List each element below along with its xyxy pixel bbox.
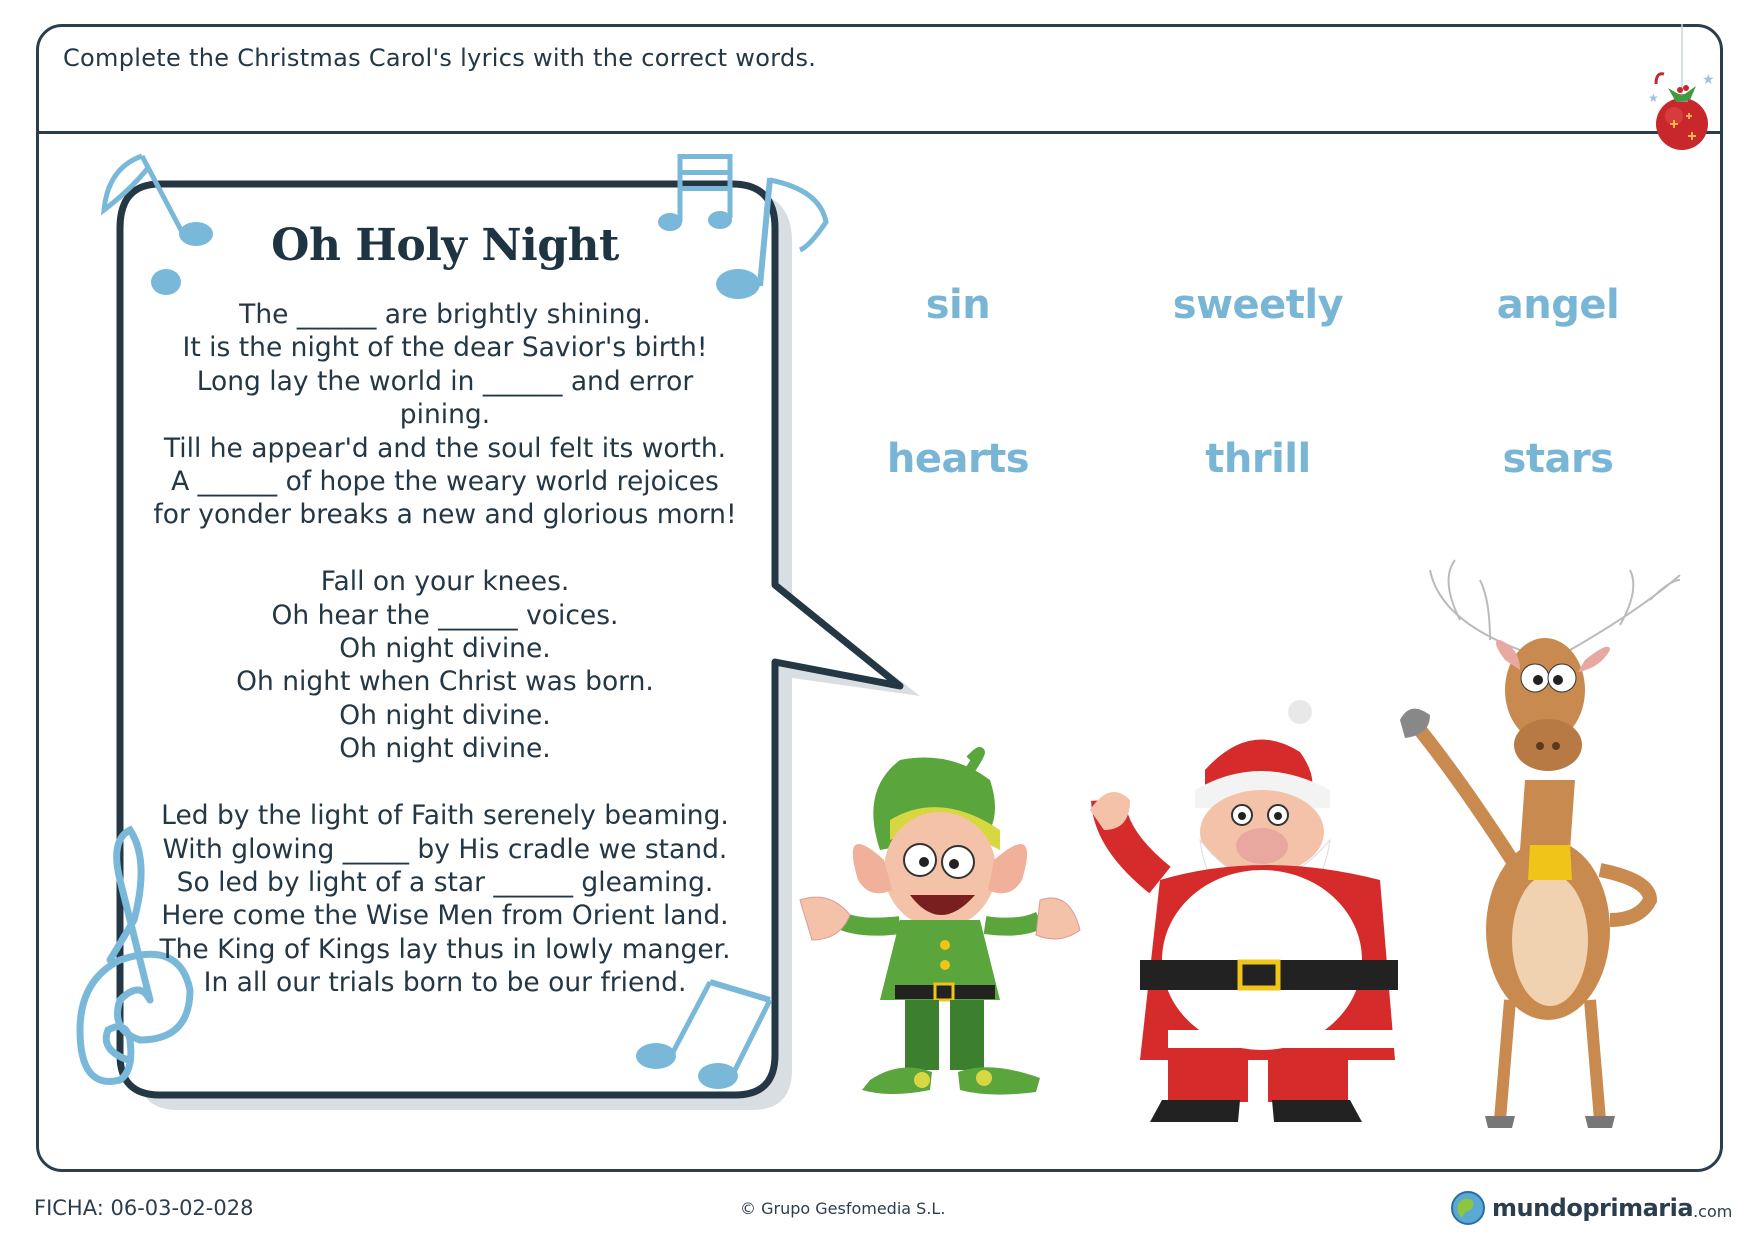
lyric-line: Oh night divine. bbox=[339, 699, 551, 731]
instruction-text: Complete the Christmas Carol's lyrics with the correct words. bbox=[63, 44, 817, 72]
song-title: Oh Holy Night bbox=[271, 220, 619, 271]
lyric-line: for yonder breaks a new and glorious morn! bbox=[153, 499, 737, 531]
lyric-line: So led by light of a star ______ gleaming. bbox=[176, 866, 714, 898]
word-bank-item: angel bbox=[1496, 282, 1620, 328]
lyric-line: It is the night of the dear Savior's birth! bbox=[182, 332, 708, 364]
worksheet-code: FICHA: 06-03-02-028 bbox=[34, 1196, 254, 1220]
lyric-line: In all our trials born to be our friend. bbox=[203, 967, 687, 999]
lyric-line: The ______ are brightly shining. bbox=[239, 299, 651, 330]
word-bank-item: stars bbox=[1502, 436, 1614, 482]
word-bank-item: sweetly bbox=[1172, 282, 1344, 328]
reindeer-illustration bbox=[1400, 560, 1680, 1128]
logo-suffix: .com bbox=[1693, 1201, 1733, 1221]
globe-icon bbox=[1450, 1190, 1486, 1226]
lyric-line: Here come the Wise Men from Orient land. bbox=[161, 900, 729, 932]
word-bank-item: hearts bbox=[886, 436, 1030, 482]
lyric-line: A ______ of hope the weary world rejoices bbox=[171, 466, 719, 498]
copyright-text: © Grupo Gesfomedia S.L. bbox=[740, 1199, 946, 1218]
lyric-line: Till he appear'd and the soul felt its worth. bbox=[163, 432, 727, 464]
mundoprimaria-logo[interactable] bbox=[1450, 1188, 1732, 1228]
elf-illustration bbox=[800, 752, 1080, 1095]
svg-text:★: ★ bbox=[1702, 72, 1715, 88]
word-bank-item: sin bbox=[925, 282, 991, 328]
lyric-line: The King of Kings lay thus in lowly manger. bbox=[159, 933, 731, 965]
lyric-line: pining. bbox=[399, 399, 491, 431]
santa-illustration bbox=[1090, 700, 1398, 1122]
lyric-line: Oh night divine. bbox=[339, 633, 551, 665]
lyric-line: Fall on your knees. bbox=[320, 566, 570, 598]
logo-name: mundoprimaria bbox=[1492, 1194, 1694, 1222]
lyric-line: With glowing _____ by His cradle we stand. bbox=[162, 833, 728, 865]
svg-text:★: ★ bbox=[1648, 91, 1659, 105]
lyric-line: Oh night divine. bbox=[339, 733, 551, 765]
lyric-line: Oh hear the ______ voices. bbox=[271, 599, 619, 631]
lyric-line: Oh night when Christ was born. bbox=[236, 666, 654, 698]
lyric-line: Long lay the world in ______ and error bbox=[196, 365, 694, 397]
lyric-line: Led by the light of Faith serenely beaming. bbox=[161, 800, 729, 832]
word-bank-item: thrill bbox=[1205, 436, 1311, 482]
